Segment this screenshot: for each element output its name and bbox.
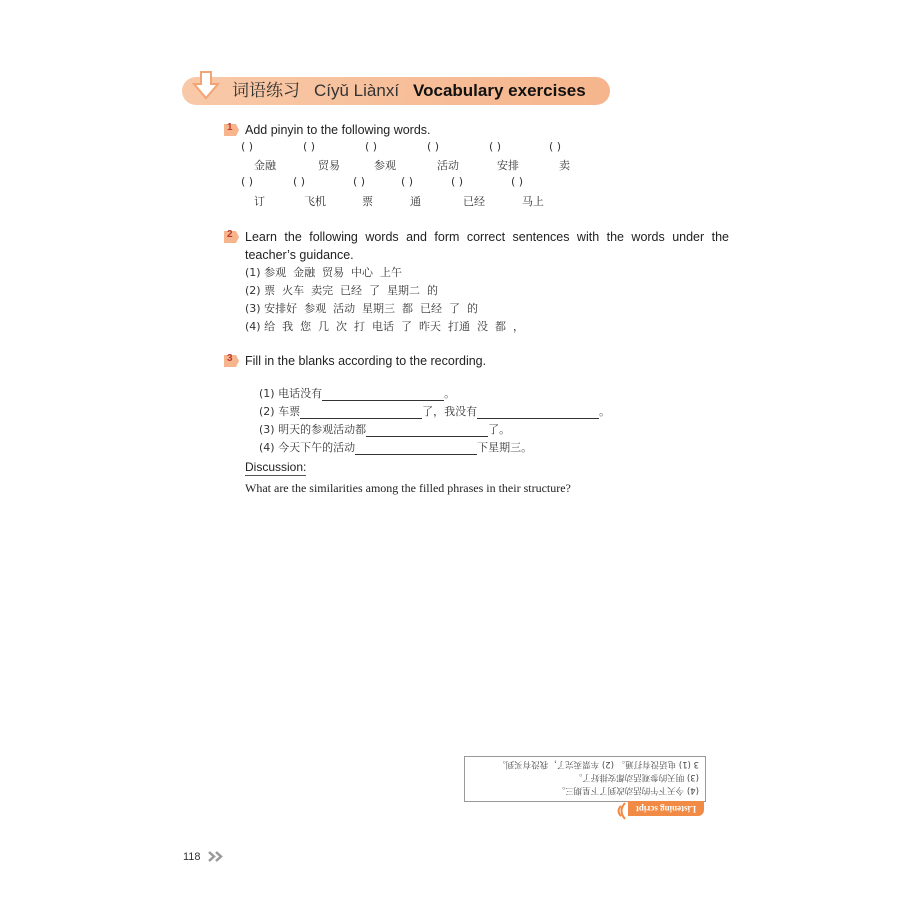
vocab-word: 卖 xyxy=(559,159,570,172)
section-title-en: Vocabulary exercises xyxy=(413,81,586,100)
listening-script-tab xyxy=(628,801,704,816)
script-line: (4) 今天下午的活动改到了下星期三。 xyxy=(556,785,699,795)
pinyin-bracket[interactable]: ( ) xyxy=(241,175,254,188)
discussion-label: Discussion: xyxy=(245,460,307,474)
page-number: 118 xyxy=(183,851,201,863)
vocab-word: 马上 xyxy=(522,195,544,208)
fill-item-prefix: (3) 明天的参观活动都 xyxy=(259,423,367,436)
pinyin-bracket[interactable]: ( ) xyxy=(365,140,378,153)
answer-blank[interactable] xyxy=(355,442,477,455)
fill-item-middle: 了，我没有 xyxy=(422,405,478,418)
script-line: (3) 明天的参观活动都安排好了。 xyxy=(573,772,699,782)
pinyin-bracket[interactable]: ( ) xyxy=(401,175,414,188)
sound-wave-icon xyxy=(614,800,628,822)
section-title-pinyin: Cíyǔ Liànxí xyxy=(314,81,400,100)
fill-item-suffix: 。 xyxy=(599,405,611,418)
sentence-item: (2) 票 火车 卖完 已经 了 星期二 的 xyxy=(245,284,439,297)
sentence-item: (1) 参观 金融 贸易 中心 上午 xyxy=(245,266,403,279)
listening-script-content xyxy=(465,757,705,801)
exercise-instruction: Add pinyin to the following words. xyxy=(245,123,431,137)
pinyin-bracket[interactable]: ( ) xyxy=(293,175,306,188)
vocab-word: 飞机 xyxy=(304,195,326,208)
vocab-word: 通 xyxy=(410,195,421,208)
exercise-instruction: Fill in the blanks according to the recording. xyxy=(245,354,487,368)
pinyin-bracket[interactable]: ( ) xyxy=(427,140,440,153)
discussion-question: What are the similarities among the filled phrases in their structure? xyxy=(245,481,571,495)
pinyin-bracket[interactable]: ( ) xyxy=(353,175,366,188)
pinyin-bracket[interactable]: ( ) xyxy=(451,175,464,188)
double-chevron-right-icon xyxy=(208,851,226,862)
vocab-word: 安排 xyxy=(497,159,519,172)
sentence-item: (4) 给 我 您 几 次 打 电话 了 昨天 打通 没 都 ， xyxy=(245,320,524,333)
pinyin-bracket[interactable]: ( ) xyxy=(241,140,254,153)
section-title xyxy=(232,79,586,103)
down-arrow-icon xyxy=(191,70,221,102)
exercise-number: 2 xyxy=(227,229,233,240)
pinyin-bracket[interactable]: ( ) xyxy=(549,140,562,153)
exercise-2 xyxy=(222,228,729,338)
vocab-word: 金融 xyxy=(254,159,276,172)
vocab-word: 活动 xyxy=(437,159,459,172)
exercise-3 xyxy=(222,352,722,454)
pinyin-bracket[interactable]: ( ) xyxy=(303,140,316,153)
section-title-cn: 词语练习 xyxy=(232,81,300,101)
fill-item-prefix: (4) 今天下午的活动 xyxy=(259,441,356,454)
script-line: 3 (1) 电话没有打通。 (2) 车票卖完了，我没有买到。 xyxy=(497,759,699,769)
pinyin-bracket[interactable]: ( ) xyxy=(511,175,524,188)
vocab-word: 参观 xyxy=(374,159,396,172)
listening-script-box xyxy=(464,756,706,802)
exercise-number: 1 xyxy=(227,122,233,133)
vocab-word: 订 xyxy=(254,195,265,208)
fill-item-prefix: (2) 车票 xyxy=(259,405,301,418)
listening-script-label: Listening script xyxy=(635,804,697,814)
vocab-word: 票 xyxy=(362,195,373,208)
vocab-word: 贸易 xyxy=(318,159,340,172)
fill-item-suffix: 。 xyxy=(444,387,456,400)
pinyin-bracket[interactable]: ( ) xyxy=(489,140,502,153)
fill-item-suffix: 下星期三。 xyxy=(477,441,533,454)
vocab-word: 已经 xyxy=(463,195,485,208)
fill-item-suffix: 了。 xyxy=(488,423,511,436)
exercise-number: 3 xyxy=(227,353,233,364)
sentence-item: (3) 安排好 参观 活动 星期三 都 已经 了 的 xyxy=(245,302,479,315)
exercise-instruction: Learn the following words and form correct sentences with the words under the teacher’s guidance. xyxy=(245,230,729,262)
fill-item-prefix: (1) 电话没有 xyxy=(259,387,323,400)
